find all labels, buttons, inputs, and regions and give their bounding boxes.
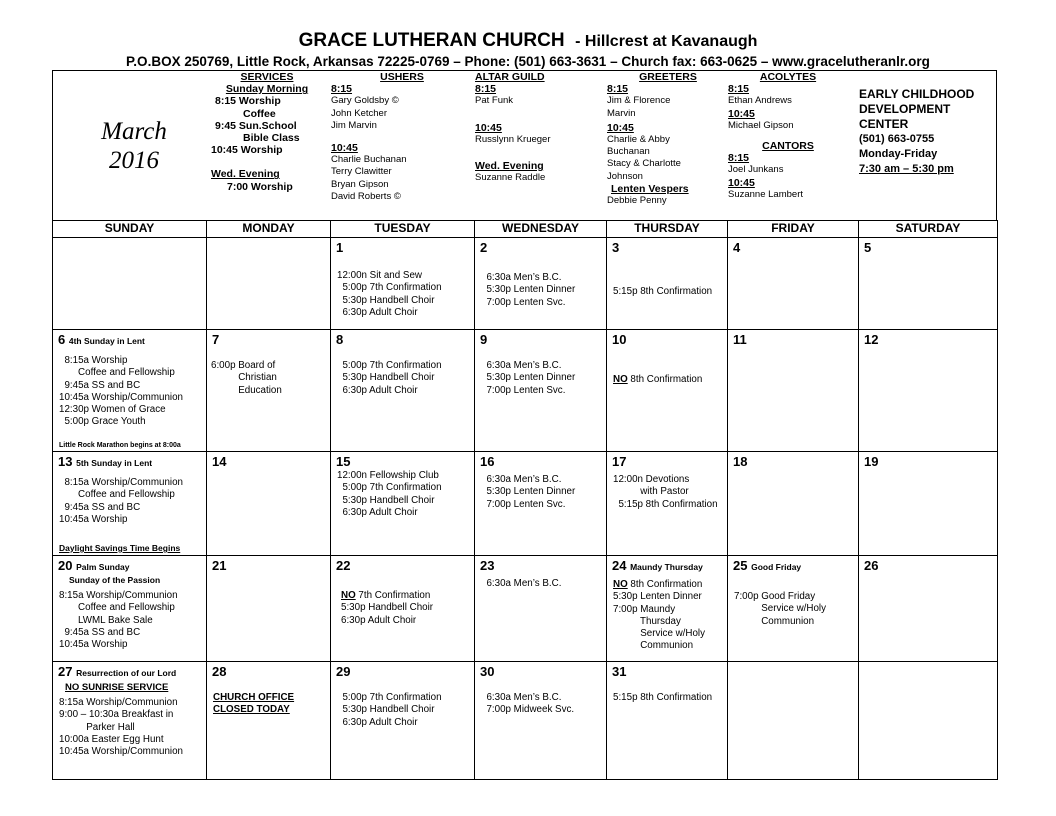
day-cell: 5 <box>859 238 998 330</box>
events: 5:15p 8th Confirmation <box>613 692 713 703</box>
ministry-header <box>52 70 997 220</box>
events: 12:00n Sit and Sew 5:00p 7th Confirmation 5:30p Handbell Choir 6:30p Adult Choir <box>337 270 442 318</box>
day-cell: 31 5:15p 8th Confirmation <box>607 662 728 780</box>
note: Daylight Savings Time Begins <box>59 543 181 553</box>
church-title <box>0 30 1056 53</box>
events: 6:30a Men’s B.C. <box>481 578 562 589</box>
ushers-column: USHERS 8:15 Gary Goldsby © John Ketcher Jim Marvin 10:45 Charlie Buchanan Terry Clawitter Bryan Gipson David Roberts © <box>331 71 424 202</box>
day-cell: 6 4th Sunday in Lent 8:15a Worship Coffee and Fellowship 9:45a SS and BC 10:45a Worship/Communion 12:30p Women of Grace 5:00p Grace Youth Little Rock Marathon begins at 8:00a <box>53 330 207 452</box>
day-cell-empty <box>728 662 859 780</box>
events: 5:15p 8th Confirmation <box>613 286 713 297</box>
events: 7:00p Good Friday Service w/Holy Communion <box>734 591 827 627</box>
events: 6:30a Men’s B.C. 7:00p Midweek Svc. <box>486 692 575 716</box>
week-row <box>53 556 998 662</box>
day-cell: 29 5:00p 7th Confirmation 5:30p Handbell Choir 6:30p Adult Choir <box>331 662 475 780</box>
weekday-monday: MONDAY <box>207 221 331 238</box>
day-cell: 26 <box>859 556 998 662</box>
events: 12:00n Devotions with Pastor 5:15p 8th Confirmation <box>613 474 718 510</box>
church-name: GRACE LUTHERAN CHURCH <box>298 30 565 51</box>
day-cell: 25 Good Friday 7:00p Good Friday Service w/Holy Communion <box>728 556 859 662</box>
weekday-sunday: SUNDAY <box>53 221 207 238</box>
events: 6:30a Men’s B.C. 5:30p Lenten Dinner 7:00p Lenten Svc. <box>486 474 576 510</box>
altar-guild-column: ALTAR GUILD 8:15 Pat Funk 10:45 Russlynn Krueger Wed. Evening Suzanne Raddle <box>475 71 551 184</box>
day-cell: 20 Palm Sunday Sunday of the Passion 8:15a Worship/Communion Coffee and Fellowship LWML Bake Sale 9:45a SS and BC 10:45a Worship <box>53 556 207 662</box>
events: CHURCH OFFICE CLOSED TODAY <box>213 692 295 716</box>
week-row <box>53 238 998 330</box>
day-cell: 24 Maundy Thursday NO 8th Confirmation 5:30p Lenten Dinner 7:00p Maundy Thursday Service w/Holy Communion <box>607 556 728 662</box>
week-row <box>53 662 998 780</box>
day-cell: 12 <box>859 330 998 452</box>
day-cell: 2 6:30a Men’s B.C. 5:30p Lenten Dinner 7:00p Lenten Svc. <box>475 238 607 330</box>
day-cell: 16 6:30a Men’s B.C. 5:30p Lenten Dinner 7:00p Lenten Svc. <box>475 452 607 556</box>
day-cell-empty <box>859 662 998 780</box>
day-cell: 10 NO 8th Confirmation <box>607 330 728 452</box>
note: Little Rock Marathon begins at 8:00a <box>59 442 181 449</box>
events: 8:15a Worship Coffee and Fellowship 9:45a SS and BC 10:45a Worship/Communion 12:30p Women of Grace 5:00p Grace Youth <box>59 355 183 428</box>
weekday-wednesday: WEDNESDAY <box>475 221 607 238</box>
events: 8:15a Worship/Communion Coffee and Fellowship 9:45a SS and BC 10:45a Worship <box>59 477 183 525</box>
weekday-saturday: SATURDAY <box>859 221 998 238</box>
day-cell: 1 12:00n Sit and Sew 5:00p 7th Confirmation 5:30p Handbell Choir 6:30p Adult Choir <box>331 238 475 330</box>
day-cell: 30 6:30a Men’s B.C. 7:00p Midweek Svc. <box>475 662 607 780</box>
day-cell-empty <box>207 238 331 330</box>
events: 8:15a Worship/Communion 9:00 – 10:30a Breakfast in Parker Hall 10:00a Easter Egg Hunt 10:45a Worship/Communion <box>59 697 183 758</box>
events: 5:30p Handbell Choir 6:30p Adult Choir <box>341 602 434 626</box>
services-column: SERVICES Sunday Morning 8:15 Worship Coffee 9:45 Sun.School Bible Class 10:45 Worship Wed. Evening 7:00 Worship <box>211 71 309 193</box>
day-cell: 22 NO 7th Confirmation 5:30p Handbell Choir 6:30p Adult Choir <box>331 556 475 662</box>
events: 5:00p 7th Confirmation 5:30p Handbell Choir 6:30p Adult Choir <box>342 360 442 396</box>
day-cell: 23 6:30a Men’s B.C. <box>475 556 607 662</box>
weekday-header-row <box>53 221 998 238</box>
day-cell: 9 6:30a Men’s B.C. 5:30p Lenten Dinner 7:00p Lenten Svc. <box>475 330 607 452</box>
day-cell: 21 <box>207 556 331 662</box>
church-address: P.O.BOX 250769, Little Rock, Arkansas 72225-0769 – Phone: (501) 663-3631 – Church fax: 663-0625 – www.gracelutheranlr.org <box>126 54 930 69</box>
greeters-column: GREETERS 8:15 Jim & Florence Marvin 10:45 Charlie & Abby Buchanan Stacy & Charlotte Johnson Lenten Vespers Debbie Penny <box>607 71 697 207</box>
events: 8:15a Worship/Communion Coffee and Fellowship LWML Bake Sale 9:45a SS and BC 10:45a Worship <box>59 590 178 651</box>
events: 6:30a Men’s B.C. 5:30p Lenten Dinner 7:00p Lenten Svc. <box>486 272 576 308</box>
month-label: March 2016 <box>101 118 167 174</box>
events: 5:00p 7th Confirmation 5:30p Handbell Choir 6:30p Adult Choir <box>342 692 442 728</box>
day-cell: 17 12:00n Devotions with Pastor 5:15p 8th Confirmation <box>607 452 728 556</box>
day-cell: 27 Resurrection of our Lord NO SUNRISE SERVICE 8:15a Worship/Communion 9:00 – 10:30a Breakfast in Parker Hall 10:00a Easter Egg Hunt 10:45a Worship/Communion <box>53 662 207 780</box>
day-cell: 15 12:00n Fellowship Club 5:00p 7th Confirmation 5:30p Handbell Choir 6:30p Adult Choir <box>331 452 475 556</box>
day-cell: 8 5:00p 7th Confirmation 5:30p Handbell Choir 6:30p Adult Choir <box>331 330 475 452</box>
week-row <box>53 452 998 556</box>
calendar-grid <box>52 220 998 780</box>
church-location: - Hillcrest at Kavanaugh <box>575 33 758 50</box>
day-cell: 19 <box>859 452 998 556</box>
week-row <box>53 330 998 452</box>
day-cell-empty <box>53 238 207 330</box>
note: NO SUNRISE SERVICE <box>65 682 169 693</box>
day-cell: 7 6:00p Board of Christian Education <box>207 330 331 452</box>
day-cell: 4 <box>728 238 859 330</box>
weekday-friday: FRIDAY <box>728 221 859 238</box>
day-cell: 14 <box>207 452 331 556</box>
day-cell: 3 5:15p 8th Confirmation <box>607 238 728 330</box>
events: 12:00n Fellowship Club 5:00p 7th Confirmation 5:30p Handbell Choir 6:30p Adult Choir <box>337 470 442 518</box>
ecdc-column: EARLY CHILDHOOD DEVELOPMENT CENTER (501) 663-0755 Monday-Friday 7:30 am – 5:30 pm <box>859 87 975 175</box>
weekday-tuesday: TUESDAY <box>331 221 475 238</box>
weekday-thursday: THURSDAY <box>607 221 728 238</box>
events: 5:30p Lenten Dinner 7:00p Maundy Thursday Service w/Holy Communion <box>613 591 706 652</box>
events: 6:00p Board of Christian Education <box>211 360 282 396</box>
day-cell: 18 <box>728 452 859 556</box>
acolytes-column: ACOLYTES 8:15 Ethan Andrews 10:45 Michael Gipson CANTORS 8:15 Joel Junkans 10:45 Suzanne Lambert <box>728 71 817 200</box>
day-cell: 13 5th Sunday in Lent 8:15a Worship/Communion Coffee and Fellowship 9:45a SS and BC 10:45a Worship Daylight Savings Time Begins <box>53 452 207 556</box>
day-cell: 11 <box>728 330 859 452</box>
events: 6:30a Men’s B.C. 5:30p Lenten Dinner 7:00p Lenten Svc. <box>486 360 576 396</box>
day-cell: 28 CHURCH OFFICE CLOSED TODAY <box>207 662 331 780</box>
